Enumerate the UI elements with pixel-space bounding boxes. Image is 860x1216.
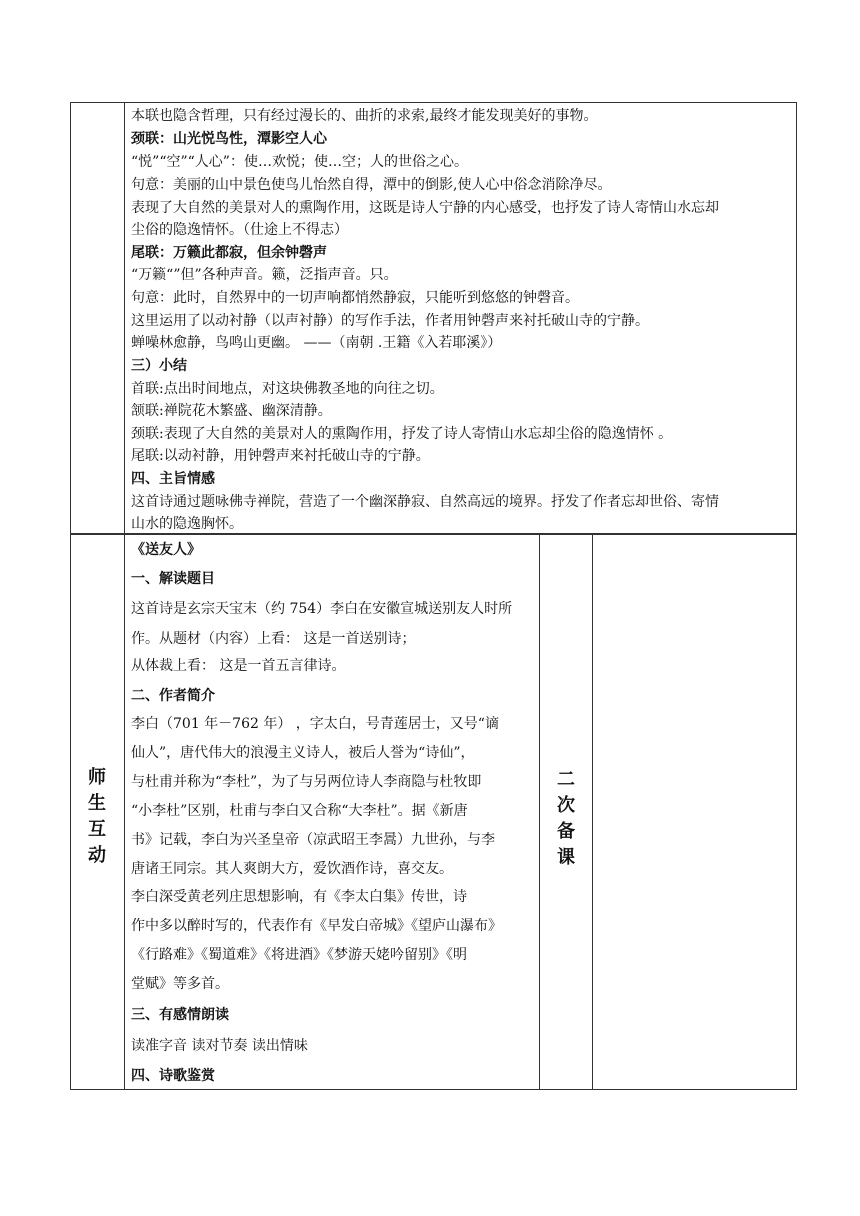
table-divider-left — [124, 102, 125, 1090]
section-heading: 三、有感情朗读 — [131, 1007, 229, 1023]
text-line: 句意：此时，自然界中的一切声响都悄然静寂，只能听到悠悠的钟磬音。 — [131, 290, 579, 306]
text-line: 山水的隐逸胸怀。 — [131, 516, 243, 532]
text-line: 句意：美丽的山中景色使鸟儿怡然自得，潭中的倒影,使人心中俗念消除净尽。 — [131, 177, 612, 193]
label-char: 二 — [557, 769, 575, 790]
text-line: 作。从题材（内容）上看： 这是一首送别诗； — [131, 631, 416, 647]
text-line: 读准字音 读对节奏 读出情味 — [131, 1038, 308, 1054]
text-line: 与杜甫并称为“李杜”，为了与另两位诗人李商隐与杜牧即 — [131, 774, 482, 790]
poem-title: 《送友人》 — [131, 542, 201, 558]
section-heading: 尾联：万籁此都寂，但余钟磬声 — [131, 245, 327, 261]
table-divider-right — [592, 533, 593, 1090]
text-line: 唐诸王同宗。其人爽朗大方，爱饮酒作诗，喜交友。 — [131, 861, 453, 877]
text-line: 《行路难》《蜀道难》《将进酒》《梦游天姥吟留别》《明 — [131, 947, 467, 963]
text-line: “悦”“空”“人心”：使…欢悦；使…空；人的世俗之心。 — [131, 154, 468, 170]
text-line: 颔联:禅院花木繁盛、幽深清静。 — [131, 403, 332, 419]
text-line: 首联:点出时间地点，对这块佛教圣地的向往之切。 — [131, 381, 444, 397]
text-line: 颈联:表现了大自然的美景对人的熏陶作用，抒发了诗人寄情山水忘却尘俗的隐逸情怀 。 — [131, 426, 673, 442]
label-char: 次 — [557, 795, 575, 816]
text-line: 仙人”，唐代伟大的浪漫主义诗人，被后人誉为“诗仙”， — [131, 745, 475, 761]
text-line: 这首诗通过题咏佛寺禅院，营造了一个幽深静寂、自然高远的境界。抒发了作者忘却世俗、寄情 — [131, 494, 719, 510]
label-char: 互 — [88, 819, 106, 840]
text-line: 堂赋》等多首。 — [131, 976, 229, 992]
text-line: 书》记载，李白为兴圣皇帝（凉武昭王李暠）九世孙，与李 — [131, 832, 495, 848]
right-column-label — [553, 767, 579, 871]
text-line: 尾联:以动衬静，用钟磬声来衬托破山寺的宁静。 — [131, 448, 430, 464]
text-line: “小李杜”区别，杜甫与李白又合称“大李杜”。据《新唐 — [131, 803, 468, 819]
text-line: “万籁“”但”各种声音。籁，泛指声音。只。 — [131, 267, 398, 283]
section-heading: 一、解读题目 — [131, 571, 215, 587]
text-line: 尘俗的隐逸情怀。（仕途上不得志） — [131, 222, 348, 238]
text-line: 这里运用了以动衬静（以声衬静）的写作手法，作者用钟磬声来衬托破山寺的宁静。 — [131, 313, 649, 329]
label-char: 备 — [557, 821, 575, 842]
section-heading: 四、诗歌鉴赏 — [131, 1068, 215, 1084]
label-char: 动 — [88, 845, 106, 866]
label-char: 课 — [557, 847, 575, 868]
label-char: 师 — [88, 767, 106, 788]
text-line: 李白深受黄老列庄思想影响，有《李太白集》传世，诗 — [131, 889, 467, 905]
text-line: 表现了大自然的美景对人的熏陶作用，这既是诗人宁静的内心感受，也抒发了诗人寄情山水忘却 — [131, 200, 719, 216]
text-line: 从体裁上看： 这是一首五言律诗。 — [131, 658, 346, 674]
text-line: 蝉噪林愈静，鸟鸣山更幽。 ——（南朝 .王籍《入若耶溪》） — [131, 335, 502, 351]
section-heading: 三）小结 — [131, 358, 187, 374]
text-line: 作中多以醉时写的，代表作有《早发白帝城》《望庐山瀑布》 — [131, 918, 502, 934]
section-heading: 四、主旨情感 — [131, 471, 215, 487]
left-row-label — [84, 765, 110, 869]
text-line: 本联也隐含哲理，只有经过漫长的、曲折的求索,最终才能发现美好的事物。 — [131, 108, 598, 124]
table-divider-mid — [539, 533, 540, 1090]
section-heading: 二、作者简介 — [131, 688, 215, 704]
section-heading: 颈联：山光悦鸟性，潭影空人心 — [131, 131, 327, 147]
label-char: 生 — [88, 793, 106, 814]
text-line: 李白（701 年－762 年） ，字太白，号青莲居士，又号“谪 — [131, 716, 499, 732]
text-line: 这首诗是玄宗天宝末（约 754）李白在安徽宣城送别友人时所 — [131, 601, 513, 617]
